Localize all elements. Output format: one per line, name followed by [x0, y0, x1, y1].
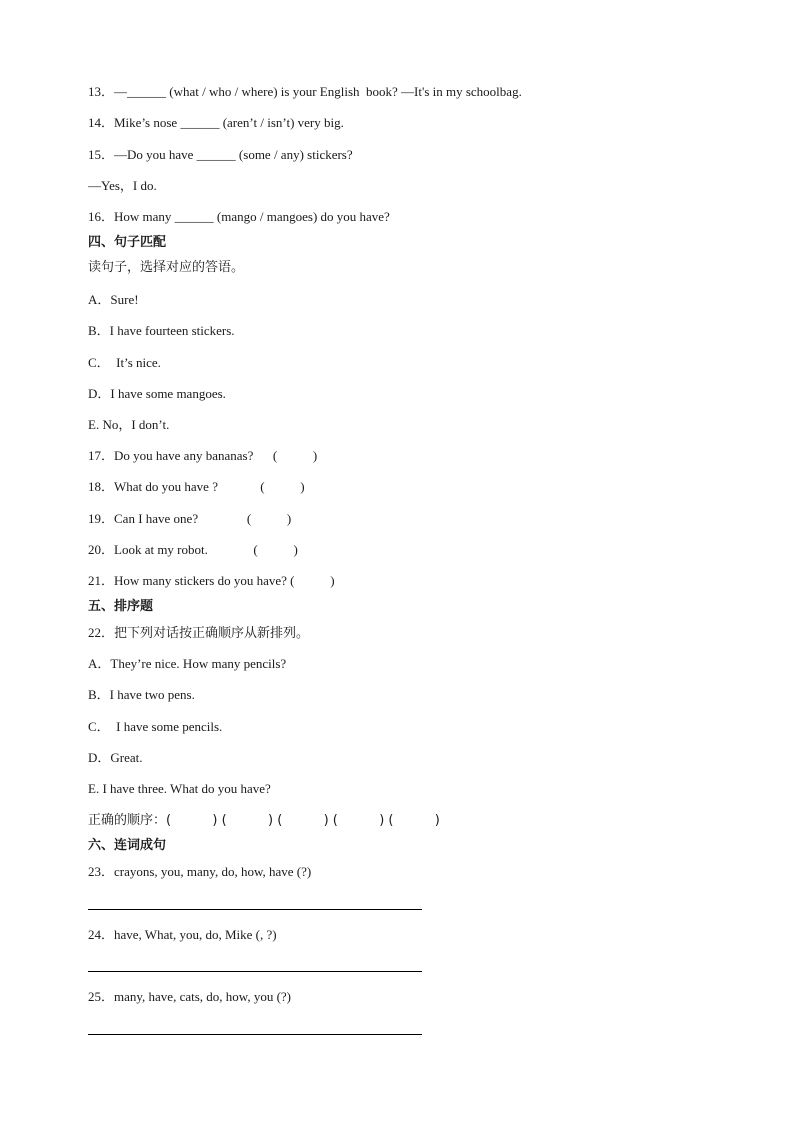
q23: 23．crayons, you, many, do, how, have (?) — [88, 864, 312, 879]
section6-title: 六、连词成句 — [88, 838, 167, 853]
q18: 18．What do you have ? ( ) — [88, 479, 305, 494]
order-option-b: B．I have two pens. — [88, 687, 195, 702]
option-e: E. No，I don’t. — [88, 417, 170, 432]
option-b: B．I have fourteen stickers. — [88, 323, 235, 338]
q22: 22．把下列对话按正确顺序从新排列。 — [88, 625, 310, 640]
q19: 19．Can I have one? ( ) — [88, 511, 292, 526]
q24-answer-line[interactable] — [88, 971, 422, 972]
order-line: 正确的顺序：( ) ( ) ( ) ( ) ( ) — [88, 813, 440, 828]
order-option-d: D．Great. — [88, 750, 143, 765]
section4-title: 四、句子匹配 — [88, 235, 167, 250]
q24: 24．have, What, you, do, Mike (, ?) — [88, 927, 277, 942]
section4-instruction: 读句子，选择对应的答语。 — [88, 260, 245, 275]
q16: 16．How many ______ (mango / mangoes) do you have? — [88, 209, 390, 224]
q20: 20．Look at my robot. ( ) — [88, 542, 298, 557]
q21: 21．How many stickers do you have? ( ) — [88, 573, 335, 588]
q25-answer-line[interactable] — [88, 1034, 422, 1035]
order-option-a: A．They’re nice. How many pencils? — [88, 656, 287, 671]
q15-answer: —Yes，I do. — [88, 178, 157, 193]
q13: 13．—______ (what / who / where) is your English book? —It's in my schoolbag. — [88, 84, 522, 99]
q15: 15．—Do you have ______ (some / any) stickers? — [88, 147, 353, 162]
order-option-c: C． I have some pencils. — [88, 719, 223, 734]
order-option-e: E. I have three. What do you have? — [88, 781, 271, 796]
option-a: A．Sure! — [88, 292, 139, 307]
q25: 25．many, have, cats, do, how, you (?) — [88, 989, 292, 1004]
q23-answer-line[interactable] — [88, 909, 422, 910]
q14: 14．Mike’s nose ______ (aren’t / isn’t) very big. — [88, 115, 344, 130]
option-c: C． It’s nice. — [88, 355, 161, 370]
section5-title: 五、排序题 — [88, 599, 154, 614]
option-d: D．I have some mangoes. — [88, 386, 226, 401]
q17: 17．Do you have any bananas? ( ) — [88, 448, 318, 463]
